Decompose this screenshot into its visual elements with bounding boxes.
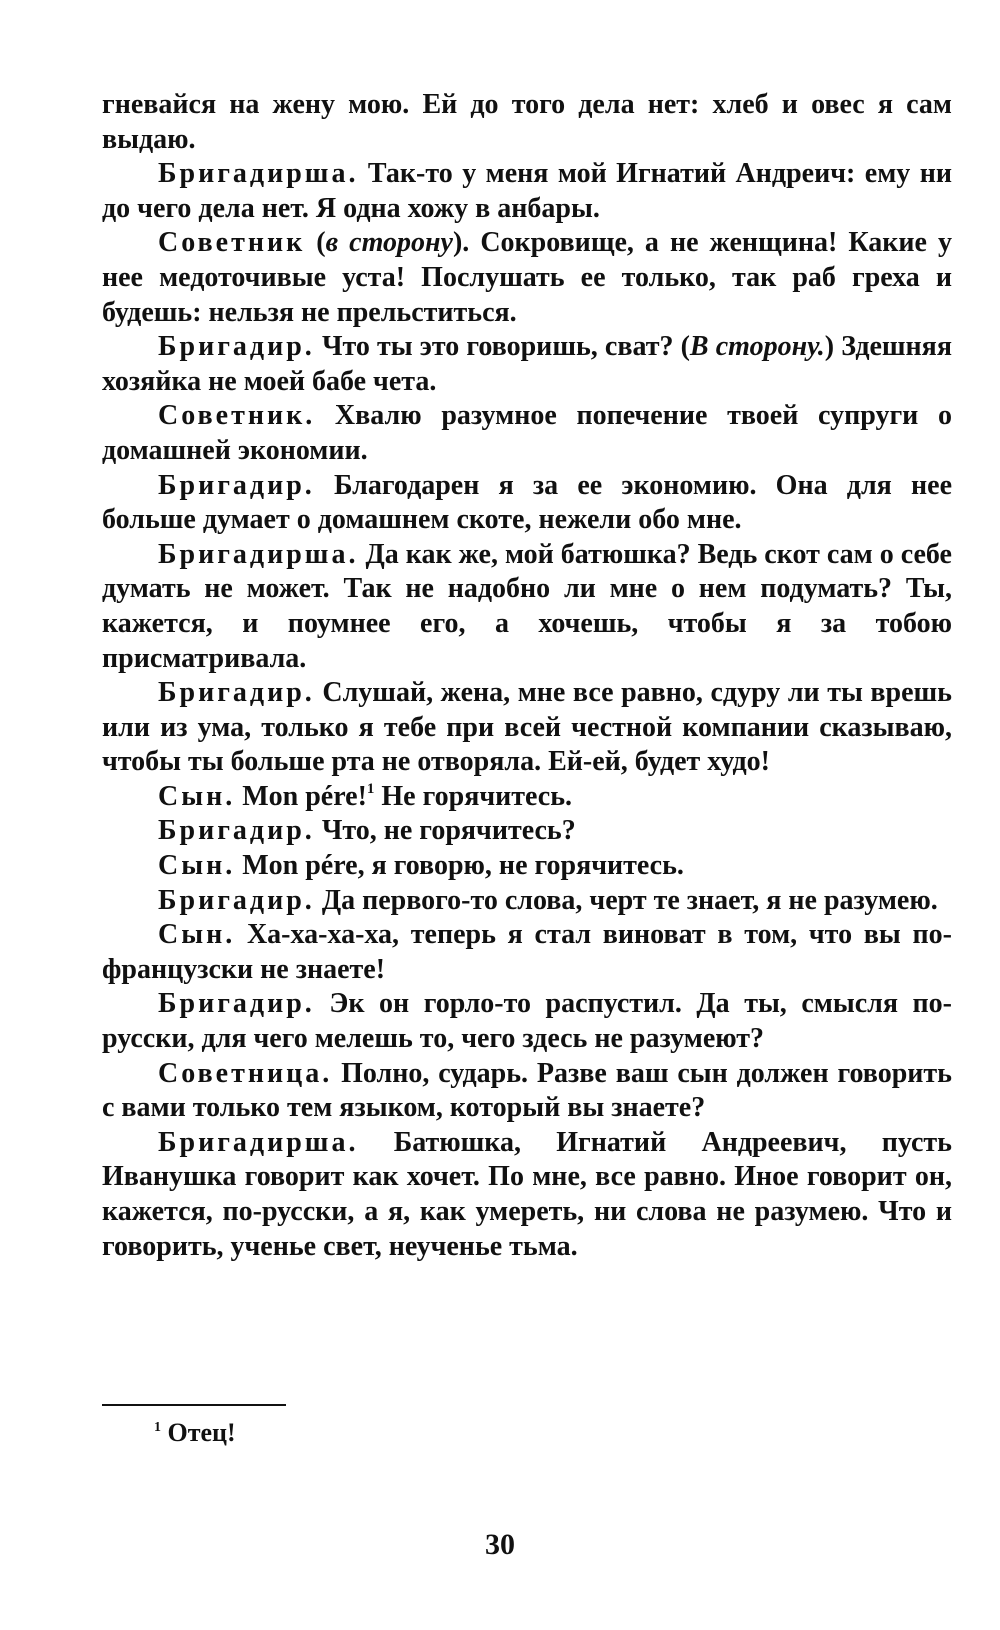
speaker-name: Бригадирша. bbox=[158, 158, 359, 190]
speech-text: Да как же, мой батюшка? Ведь скот сам о себе думать не может. Так не надобно ли мне о нем подумать? Ты, кажется, и поумнее его, а хочешь, чтобы я за тобою присматривала. bbox=[102, 538, 952, 674]
speech-text: Хвалю разумное попечение твоей супруги о домашней экономии. bbox=[102, 400, 952, 466]
speech-text: Что, не горячитесь? bbox=[314, 815, 576, 847]
dialogue-paragraph bbox=[102, 1057, 952, 1126]
dialogue-paragraph bbox=[102, 157, 952, 226]
speech-text: Да первого-то слова, черт те знает, я не разумею. bbox=[314, 884, 938, 916]
speaker-name: Сын. bbox=[158, 780, 236, 812]
speech-text: Mon pére, я говорю, не горячитесь. bbox=[235, 850, 684, 882]
stage-direction: В сторону. bbox=[689, 331, 825, 363]
dialogue-paragraph bbox=[102, 88, 952, 157]
dialogue-paragraph bbox=[102, 538, 952, 676]
speaker-name: Бригадир. bbox=[158, 815, 315, 847]
speaker-name: Бригадир. bbox=[158, 469, 315, 501]
dialogue-paragraph bbox=[102, 780, 952, 815]
stage-direction: в сторону bbox=[325, 227, 453, 259]
speech-text: гневайся на жену мою. Ей до того дела нет: хлеб и овес я сам выдаю. bbox=[102, 89, 952, 155]
speech-text: Батюшка, Игнатий Андреевич, пусть Иванушка говорит как хочет. По мне, все равно. Иное говорит он, кажется, по-русски, а я, как умереть, ни слова не разумею. Что и говорить, ученье свет, неученье тьма. bbox=[102, 1126, 952, 1262]
speech-text: Что ты это говоришь, сват? ( bbox=[314, 331, 690, 363]
dialogue-paragraph bbox=[102, 849, 952, 884]
play-text bbox=[102, 88, 952, 1264]
speech-text: Эк он горло-то распустил. Да ты, смысля по-русски, для чего мелешь то, чего здесь не разумеют? bbox=[102, 988, 952, 1055]
speaker-name: Бригадир. bbox=[158, 988, 315, 1020]
speaker-name: Бригадирша. bbox=[158, 538, 359, 570]
speech-text: Ха-ха-ха-ха, теперь я стал виноват в том, что вы по-французски не знаете! bbox=[102, 919, 952, 985]
speaker-name: Бригадир. bbox=[158, 677, 315, 709]
dialogue-paragraph bbox=[102, 814, 952, 849]
dialogue-paragraph bbox=[102, 469, 952, 538]
dialogue-paragraph bbox=[102, 918, 952, 987]
speech-text: Благодарен я за ее экономию. Она для нее больше думает о домашнем скоте, нежели обо мне. bbox=[102, 469, 952, 536]
speaker-name: Сын. bbox=[158, 919, 236, 951]
speech-text: Полно, сударь. Разве ваш сын должен говорить с вами только тем языком, который вы знаете? bbox=[102, 1057, 952, 1124]
dialogue-paragraph bbox=[102, 399, 952, 468]
speaker-name: Советник bbox=[158, 227, 306, 259]
footnote-reference: 1 bbox=[366, 780, 375, 797]
page-number: 30 bbox=[485, 1528, 515, 1561]
speech-text: Не горячитесь. bbox=[374, 780, 573, 812]
footnote-divider bbox=[102, 1404, 286, 1406]
speech-text: Слушай, жена, мне все равно, сдуру ли ты врешь или из ума, только я тебе при всей честной компании сказываю, чтобы ты больше рта не отворяла. Ей-ей, будет худо! bbox=[102, 677, 952, 778]
speech-text: Так-то у меня мой Игнатий Андреич: ему ни до чего дела нет. Я одна хожу в анбары. bbox=[102, 158, 952, 224]
dialogue-paragraph bbox=[102, 884, 952, 919]
speaker-name: Советница. bbox=[158, 1057, 333, 1089]
dialogue-paragraph bbox=[102, 226, 952, 330]
speech-text: ( bbox=[305, 227, 326, 259]
dialogue-paragraph bbox=[102, 676, 952, 780]
footnote-marker: 1 bbox=[154, 1420, 161, 1435]
footnote bbox=[154, 1418, 236, 1448]
dialogue-paragraph bbox=[102, 987, 952, 1056]
speaker-name: Бригадирша. bbox=[158, 1126, 359, 1158]
dialogue-paragraph bbox=[102, 330, 952, 399]
footnote-text: Отец! bbox=[161, 1418, 236, 1447]
speaker-name: Сын. bbox=[158, 850, 236, 882]
speech-text: Mon pére! bbox=[235, 780, 367, 812]
speaker-name: Советник. bbox=[158, 400, 316, 432]
dialogue-paragraph bbox=[102, 1126, 952, 1264]
speech-text: ) Здешняя хозяйка не моей бабе чета. bbox=[102, 331, 952, 397]
speaker-name: Бригадир. bbox=[158, 331, 315, 363]
speech-text: ). Сокровище, а не женщина! Какие у нее медоточивые уста! Послушать ее только, так раб греха и будешь: нельзя не прельститься. bbox=[102, 227, 952, 328]
speaker-name: Бригадир. bbox=[158, 884, 315, 916]
